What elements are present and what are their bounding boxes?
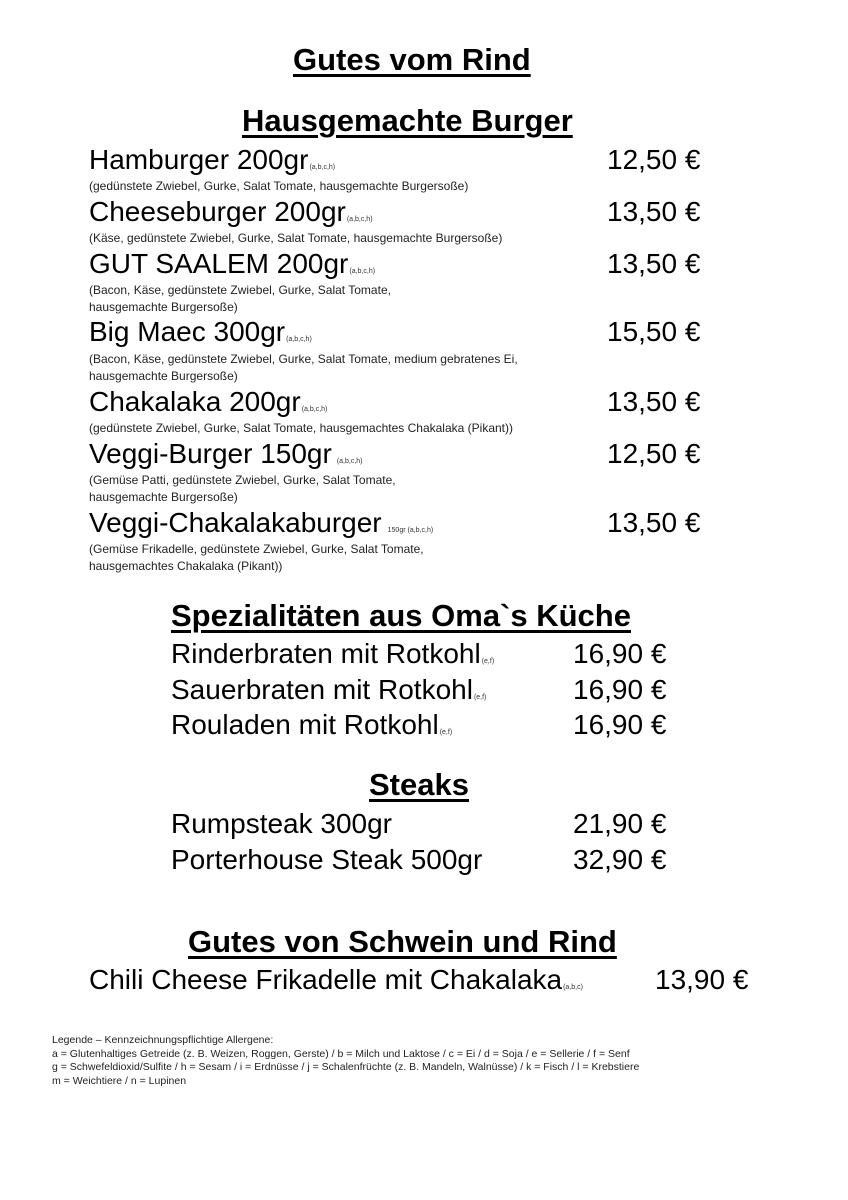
menu-item-veggi-burger <box>89 438 363 470</box>
legend-line: g = Schwefeldioxid/Sulfite / h = Sesam / i = Erdnüsse / j = Schalenfrüchte (z. B. Mandeln, Walnüsse) / k = Fisch / l = Krebstiere <box>52 1061 640 1073</box>
item-price: 32,90 € <box>573 844 667 875</box>
item-price: 21,90 € <box>573 808 667 839</box>
menu-item-porterhouse <box>171 844 482 876</box>
item-price: 13,50 € <box>607 196 701 227</box>
item-name: GUT SAALEM 200gr <box>89 248 349 279</box>
menu-item-hamburger <box>89 144 335 176</box>
item-description <box>89 282 391 316</box>
menu-item-veggi-chakalakaburger <box>89 507 433 539</box>
item-price: 16,90 € <box>573 638 667 669</box>
item-name: Big Maec 300gr <box>89 316 286 347</box>
item-description: (Käse, gedünstete Zwiebel, Gurke, Salat Tomate, hausgemachte Burgersoße) <box>89 231 503 245</box>
item-name: Rouladen mit Rotkohl <box>171 709 439 740</box>
item-price: 16,90 € <box>573 674 667 705</box>
item-price: 16,90 € <box>573 709 667 740</box>
menu-item-cheeseburger <box>89 196 373 228</box>
section-heading-burgers: Hausgemachte Burger <box>242 103 573 138</box>
menu-item-rouladen <box>171 709 452 741</box>
item-price: 12,50 € <box>607 144 701 175</box>
item-description-line: (Gemüse Patti, gedünstete Zwiebel, Gurke, Salat Tomate, <box>89 473 396 487</box>
page-title: Gutes vom Rind <box>293 42 531 77</box>
item-description-line: (Bacon, Käse, gedünstete Zwiebel, Gurke, Salat Tomate, <box>89 283 391 297</box>
item-price: 13,50 € <box>607 507 701 538</box>
menu-item-chili-cheese-frikadelle <box>89 964 583 996</box>
allergen-codes: (a,b,c,h) <box>309 164 336 171</box>
legend-line: m = Weichtiere / n = Lupinen <box>52 1074 187 1087</box>
item-description-line: hausgemachte Burgersoße) <box>89 490 238 504</box>
allergen-codes: (a,b,c,h) <box>286 336 312 343</box>
item-name: Rumpsteak 300gr <box>171 808 393 839</box>
allergen-codes: (a,b,c,h) <box>301 406 328 413</box>
item-price: 13,50 € <box>607 386 701 417</box>
item-price: 13,90 € <box>655 964 749 995</box>
menu-item-big-maec <box>89 316 312 348</box>
item-description <box>89 351 518 385</box>
allergen-codes: (a,b,c,h) <box>346 216 373 223</box>
legend-line: a = Glutenhaltiges Getreide (z. B. Weizen, Roggen, Gerste) / b = Milch und Laktose / c = Ei / d = Soja / e = Sellerie / f = Senf <box>52 1047 630 1060</box>
item-description: (gedünstete Zwiebel, Gurke, Salat Tomate, hausgemachte Burgersoße) <box>89 179 469 193</box>
item-name: Rinderbraten mit Rotkohl <box>171 638 481 669</box>
section-heading-pork-beef: Gutes von Schwein und Rind <box>188 924 617 959</box>
item-name: Hamburger 200gr <box>89 144 309 175</box>
allergen-codes: (a,b,c,h) <box>349 268 376 275</box>
legend-title: Legende – Kennzeichnungspflichtige Allergene: <box>52 1034 274 1046</box>
menu-item-sauerbraten <box>171 674 486 706</box>
item-name: Chakalaka 200gr <box>89 386 301 417</box>
item-price: 12,50 € <box>607 438 701 469</box>
item-description <box>89 541 424 575</box>
allergen-legend <box>52 1034 639 1088</box>
section-heading-oma: Spezialitäten aus Oma`s Küche <box>171 598 631 633</box>
menu-item-rinderbraten <box>171 638 494 670</box>
menu-item-rumpsteak <box>171 808 392 840</box>
allergen-codes: (a,b,c,h) <box>336 458 363 465</box>
item-description-line: hausgemachtes Chakalaka (Pikant)) <box>89 559 283 573</box>
item-name: Cheeseburger 200gr <box>89 196 346 227</box>
menu-item-chakalaka <box>89 386 327 418</box>
allergen-codes: (e,f) <box>473 694 487 701</box>
item-description-line: hausgemachte Burgersoße) <box>89 369 238 383</box>
allergen-codes: (e,f) <box>481 658 495 665</box>
item-description: (gedünstete Zwiebel, Gurke, Salat Tomate, hausgemachtes Chakalaka (Pikant)) <box>89 421 513 435</box>
item-price: 13,50 € <box>607 248 701 279</box>
item-description-line: hausgemachte Burgersoße) <box>89 300 238 314</box>
item-name: Sauerbraten mit Rotkohl <box>171 674 473 705</box>
item-name: Porterhouse Steak 500gr <box>171 844 483 875</box>
menu-item-gut-saalem <box>89 248 375 280</box>
allergen-codes: (e,f) <box>439 729 453 736</box>
item-description-line: (Gemüse Frikadelle, gedünstete Zwiebel, Gurke, Salat Tomate, <box>89 542 424 556</box>
item-description <box>89 472 396 506</box>
item-price: 15,50 € <box>607 316 701 347</box>
item-name: Chili Cheese Frikadelle mit Chakalaka <box>89 964 563 995</box>
allergen-codes: 150gr (a,b,c,h) <box>387 527 434 534</box>
item-description-line: (Bacon, Käse, gedünstete Zwiebel, Gurke, Salat Tomate, medium gebratenes Ei, <box>89 352 518 366</box>
item-name: Veggi-Chakalakaburger <box>89 507 382 538</box>
allergen-codes: (a,b,c) <box>563 984 583 991</box>
item-name: Veggi-Burger 150gr <box>89 438 332 469</box>
section-heading-steaks: Steaks <box>369 767 469 802</box>
